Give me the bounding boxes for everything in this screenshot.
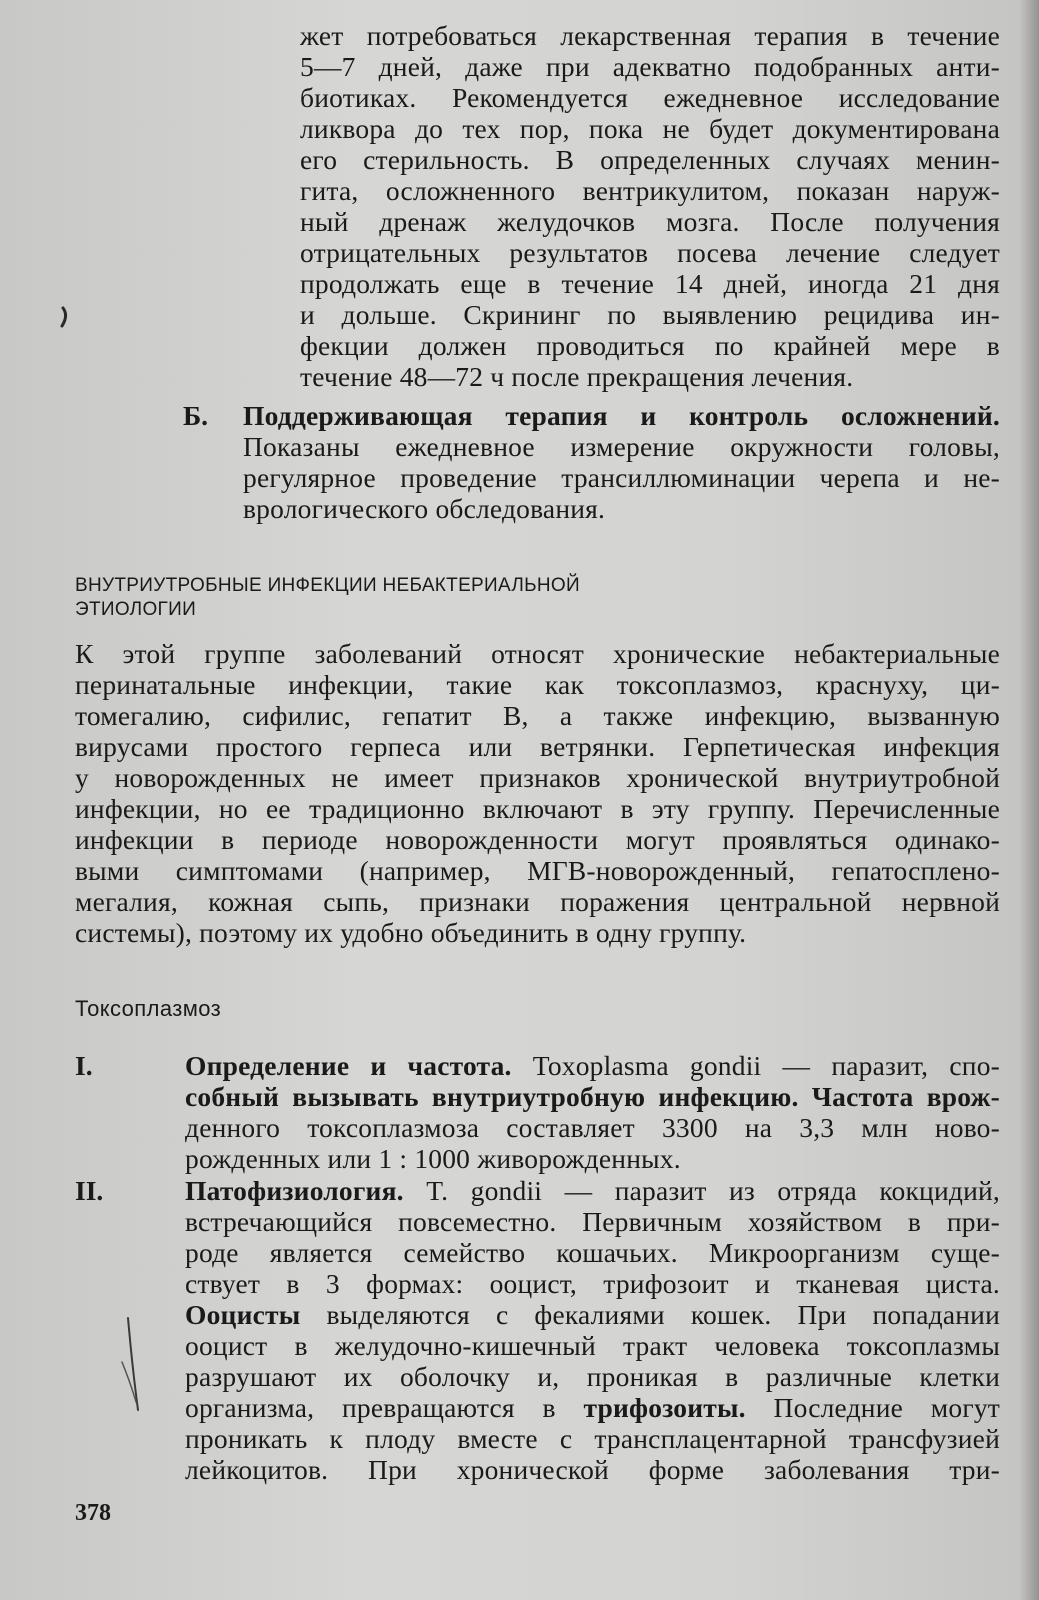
text-line: ный дренаж желудочков мозга. После получения [300, 206, 1000, 237]
item-2-title: Патофизиология. [185, 1175, 404, 1206]
page-edge-shadow [1019, 0, 1039, 1600]
item-b-paragraph [243, 400, 1000, 524]
section-heading [75, 574, 580, 622]
text-line: Показаны ежедневное измерение окружности головы, [243, 431, 1000, 462]
text-line: ствует в 3 формах: ооцист, трифозоит и тканевая циста. [185, 1268, 1000, 1299]
continuation-paragraph [300, 20, 1000, 392]
text-line: проникать к плоду вместе с трансплацентарной трансфузией [185, 1423, 1000, 1454]
text-line: встречающийся повсеместно. Первичным хозяйством в при- [185, 1206, 1000, 1237]
text-line: у новорожденных не имеет признаков хронической внутриутробной [75, 762, 1000, 793]
ink-dot-mark [56, 306, 70, 328]
text-line: ооцист в желудочно-кишечный тракт человека токсоплазмы [185, 1330, 1000, 1361]
pencil-check-mark [108, 1310, 158, 1420]
text-line: выми симптомами (например, МГВ-новорожденный, гепатосплено- [75, 855, 1000, 886]
text-line [185, 1299, 1000, 1330]
text-line [185, 1050, 1000, 1081]
item-1-label: I. [75, 1050, 93, 1081]
item-1-paragraph [185, 1050, 1000, 1174]
oocyst-rest: выделяются с фекалиями кошек. При попадании [326, 1299, 1001, 1330]
text-line [185, 1392, 1000, 1423]
item-1-title: Определение и частота. [185, 1050, 512, 1081]
text-line: лейкоцитов. При хронической форме заболевания три- [185, 1454, 1000, 1485]
item-2-label: II. [75, 1175, 104, 1206]
text-line: перинатальные инфекции, такие как токсоплазмоз, краснуху, ци- [75, 669, 1000, 700]
text-line: мегалия, кожная сыпь, признаки поражения центральной нервной [75, 886, 1000, 917]
text-line: К этой группе заболеваний относят хронические небактериальные [75, 638, 1000, 669]
item-2-first-rest: T. gondii — паразит из отряда кокцидий, [426, 1175, 1000, 1206]
trophozoite-pre: организма, превращаются в [185, 1392, 556, 1423]
page-number: 378 [75, 1500, 111, 1526]
text-line: фекции должен проводиться по крайней мере в [300, 330, 1000, 361]
text-line: гита, осложненного вентрикулитом, показан наруж- [300, 175, 1000, 206]
text-line [185, 1175, 1000, 1206]
text-line: рожденных или 1 : 1000 живорожденных. [185, 1143, 681, 1174]
trophozoite-post: Последние могут [773, 1392, 1000, 1423]
section-heading-line: ВНУТРИУТРОБНЫЕ ИНФЕКЦИИ НЕБАКТЕРИАЛЬНОЙ [75, 575, 580, 596]
text-line: отрицательных результатов посева лечение следует [300, 237, 1000, 268]
text-line: денного токсоплазмоза составляет 3300 на 3,3 млн ново- [185, 1112, 1000, 1143]
text-line: 5—7 дней, даже при адекватно подобранных анти- [300, 51, 1000, 82]
intro-paragraph [75, 638, 1000, 948]
text-line: собный вызывать внутриутробную инфекцию. Частота врож- [185, 1081, 1000, 1112]
text-line: жет потребоваться лекарственная терапия в течение [300, 20, 1000, 51]
text-line: ликвора до тех пор, пока не будет документирована [300, 113, 1000, 144]
item-b-label: Б. [183, 400, 209, 431]
text-line: томегалию, сифилис, гепатит В, а также инфекцию, вызванную [75, 700, 1000, 731]
text-line: инфекции, но ее традиционно включают в эту группу. Перечисленные [75, 793, 1000, 824]
text-line: роде является семейство кошачьих. Микроорганизм суще- [185, 1237, 1000, 1268]
text-line: системы), поэтому их удобно объединить в одну группу. [75, 917, 747, 948]
text-line: и дольше. Скрининг по выявлению рецидива ин- [300, 299, 1000, 330]
section-heading-line: ЭТИОЛОГИИ [75, 599, 197, 620]
text-line: продолжать еще в течение 14 дней, иногда 21 дня [300, 268, 1000, 299]
item-2-paragraph [185, 1175, 1000, 1485]
item-1-first-rest: Toxoplasma gondii — паразит, спо- [532, 1050, 1000, 1081]
subsection-heading: Токсоплазмоз [75, 996, 222, 1021]
item-b-title: Поддерживающая терапия и контроль осложнений. [243, 400, 1000, 431]
text-line: вирусами простого герпеса или ветрянки. Герпетическая инфекция [75, 731, 1000, 762]
text-line: инфекции в периоде новорожденности могут проявляться одинако- [75, 824, 1000, 855]
oocyst-term: Ооцисты [185, 1299, 301, 1330]
text-line: регулярное проведение трансиллюминации черепа и не- [243, 462, 1000, 493]
text-line: врологического обследования. [243, 493, 606, 524]
text-line: течение 48—72 ч после прекращения лечения. [300, 361, 854, 392]
text-line: его стерильность. В определенных случаях менин- [300, 144, 1000, 175]
text-line: биотиках. Рекомендуется ежедневное исследование [300, 82, 1000, 113]
text-line: разрушают их оболочку и, проникая в различные клетки [185, 1361, 1000, 1392]
trophozoite-term: трифозоиты. [583, 1392, 746, 1423]
